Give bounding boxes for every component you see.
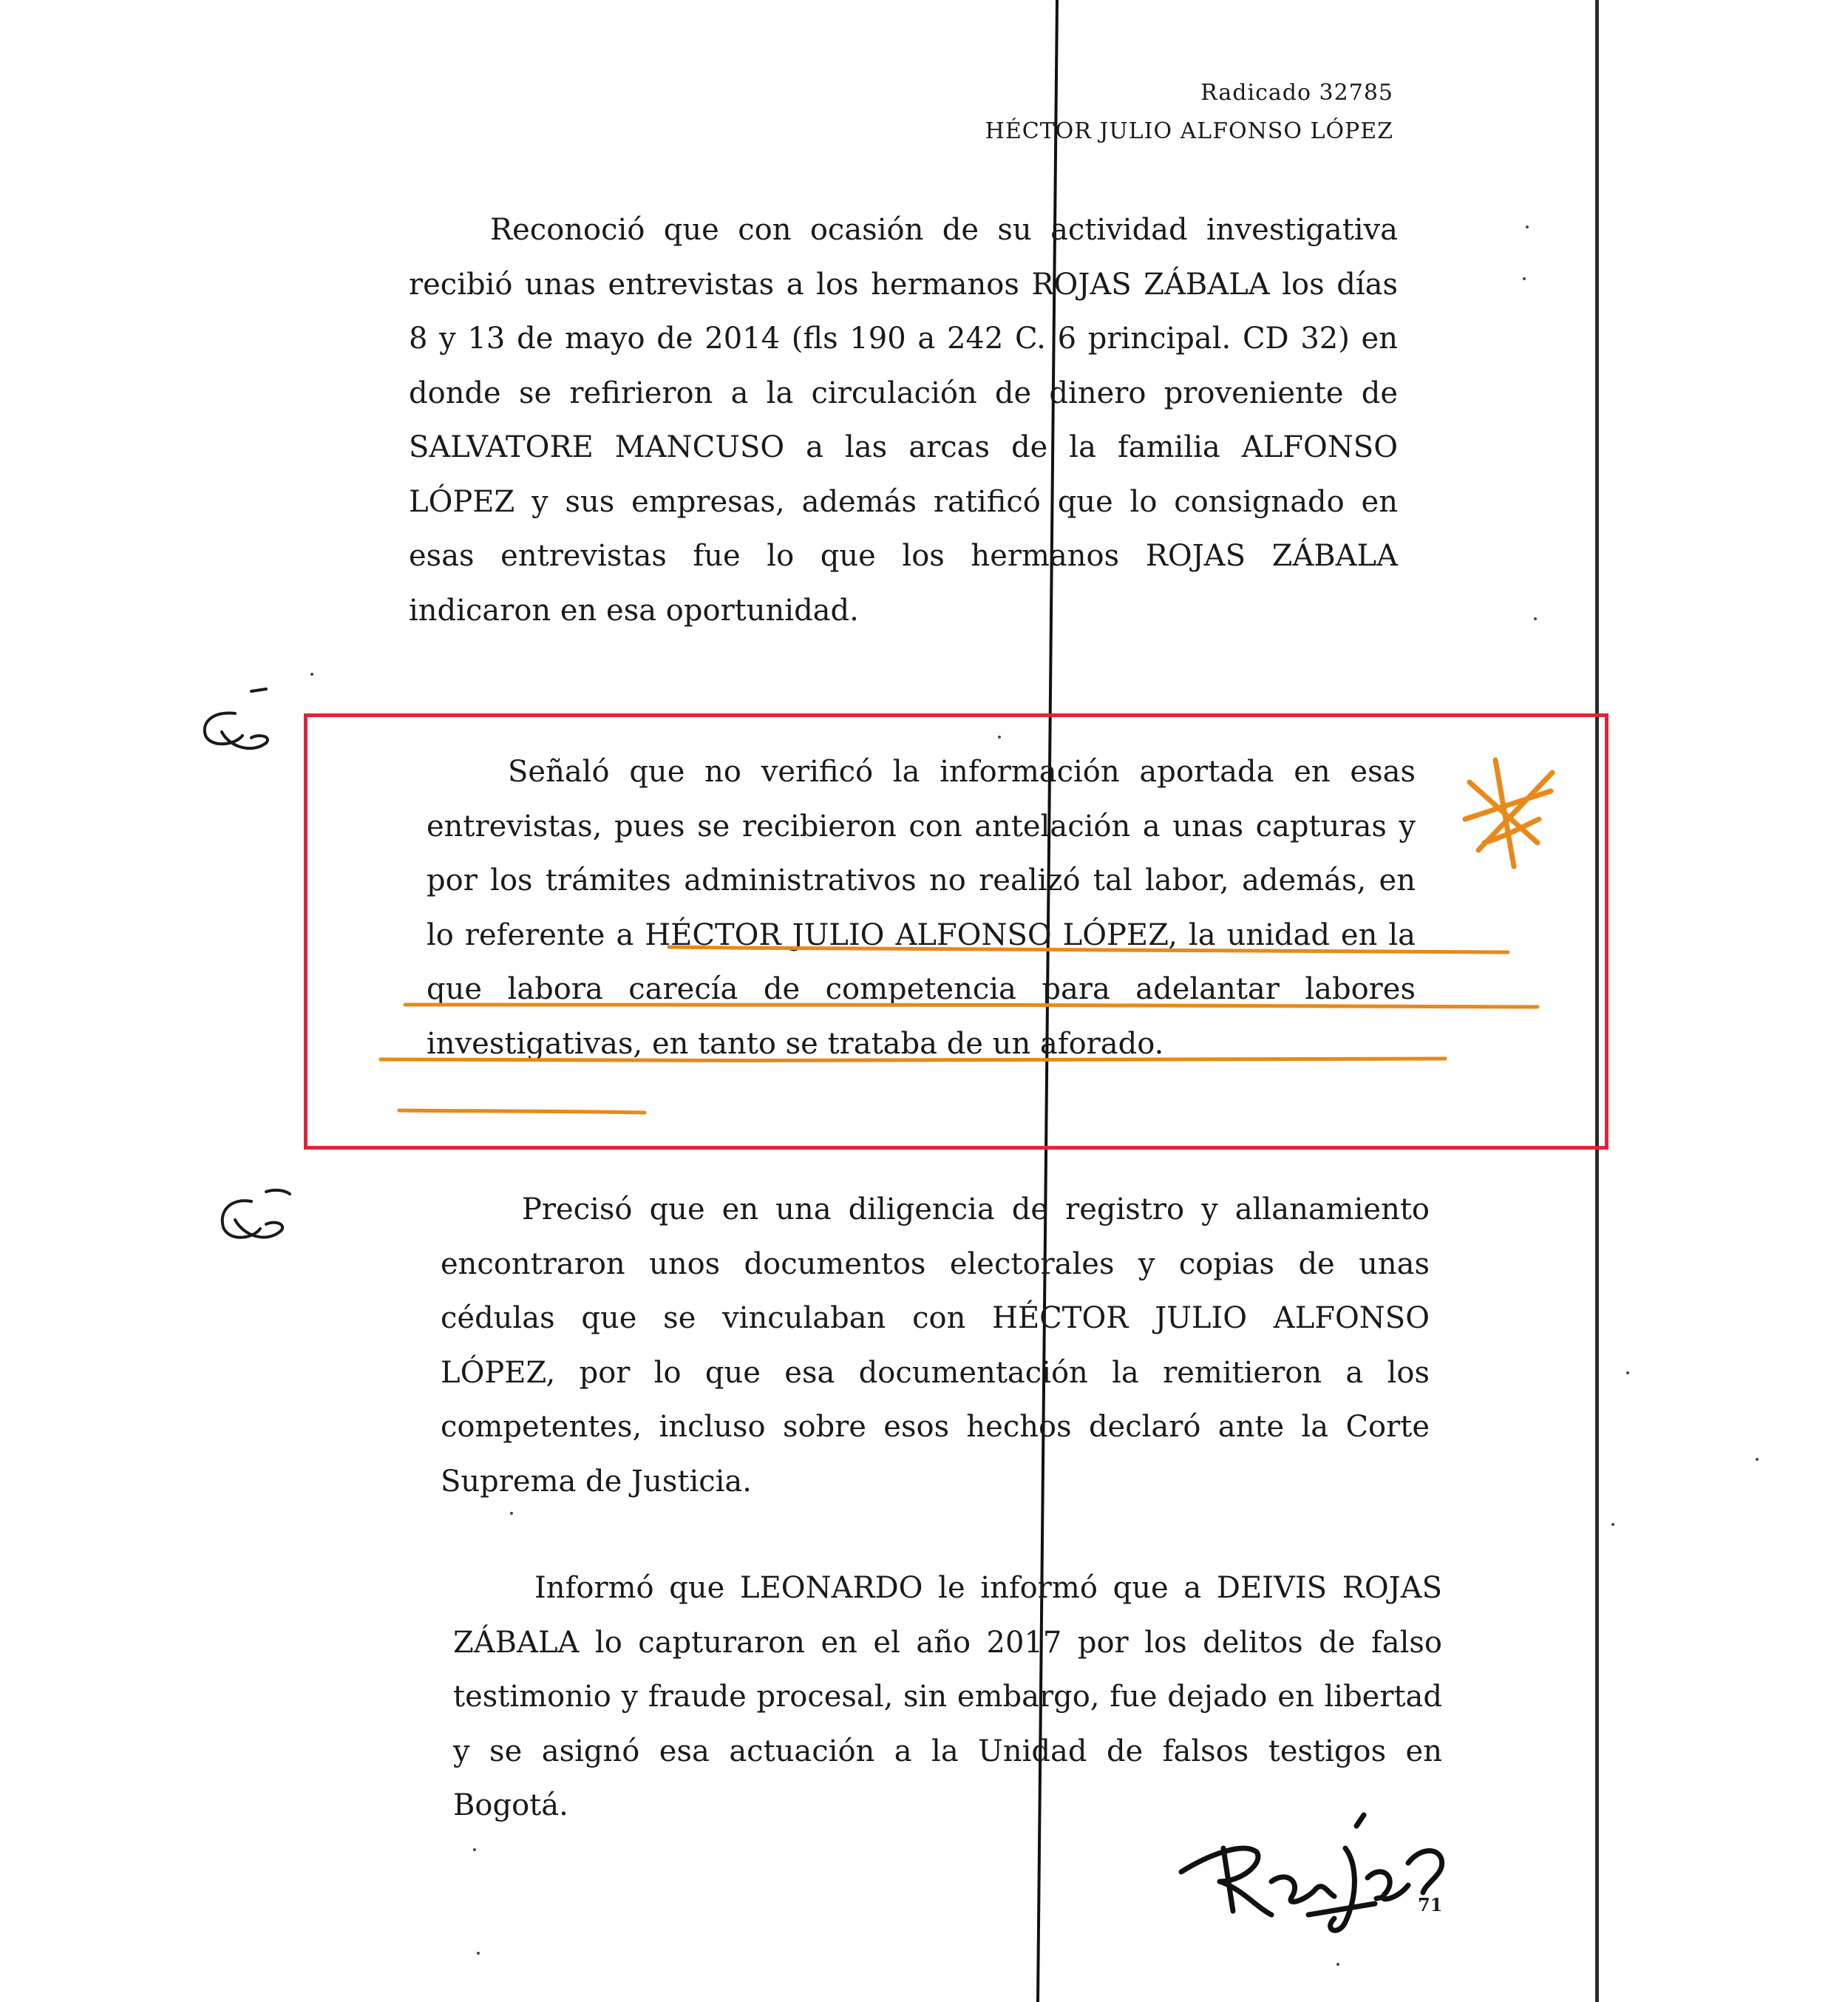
case-number: Radicado 32785: [1200, 80, 1393, 106]
scan-speck: [998, 736, 1001, 739]
scan-speck: [1756, 1458, 1759, 1461]
scan-speck: [1611, 1523, 1614, 1526]
scan-speck: [1526, 225, 1529, 228]
defendant-name-header: HÉCTOR JULIO ALFONSO LÓPEZ: [985, 118, 1393, 144]
paragraph-text: Precisó que en una diligencia de registro y allanamiento encontraron unos documentos electorales y copias de unas cédulas que se vinculaban con HÉCTOR JULIO ALFONSO LÓPEZ, por lo que esa documentación la remitieron a los competentes, incluso sobre esos hechos declaró ante la Corte Suprema de Justicia.: [441, 1192, 1430, 1499]
scan-speck: [310, 673, 313, 676]
scan-speck: [1336, 1963, 1339, 1966]
page-number: 71: [1418, 1894, 1443, 1916]
scan-speck: [473, 1848, 476, 1851]
paragraph-text: Reconoció que con ocasión de su actividad investigativa recibió unas entrevistas a los hermanos ROJAS ZÁBALA los días 8 y 13 de mayo de 2014 (fls 190 a 242 C. 6 principal. CD 32) en donde se refirieron a la circulación de dinero proveniente de SALVATORE MANCUSO a las arcas de la familia ALFONSO LÓPEZ y sus empresas, además ratificó que lo consignado en esas entrevistas fue lo que los hermanos ROJAS ZÁBALA indicaron en esa oportunidad.: [409, 213, 1398, 628]
paragraph-text: Señaló que no verificó la información aportada en esas entrevistas, pues se recibieron con antelación a unas capturas y por los trámites administrativos no realizó tal labor, además, en lo referente a HÉCTOR JULIO ALFONSO LÓPEZ, la unidad en la que labora carecía de competencia para adelantar labores investigativas, en tanto se trataba de un aforado.: [427, 755, 1416, 1061]
scan-speck: [510, 1512, 513, 1515]
scan-speck: [1534, 617, 1537, 620]
scan-speck: [1626, 1371, 1629, 1374]
scan-speck: [1523, 277, 1526, 280]
scan-speck: [477, 1952, 480, 1955]
paragraph-text: Informó que LEONARDO le informó que a DEIVIS ROJAS ZÁBALA lo capturaron en el año 2017 por los delitos de falso testimonio y fraude procesal, sin embargo, fue dejado en libertad y se asignó esa actuación a la Unidad de falsos testigos en Bogotá.: [453, 1571, 1442, 1822]
